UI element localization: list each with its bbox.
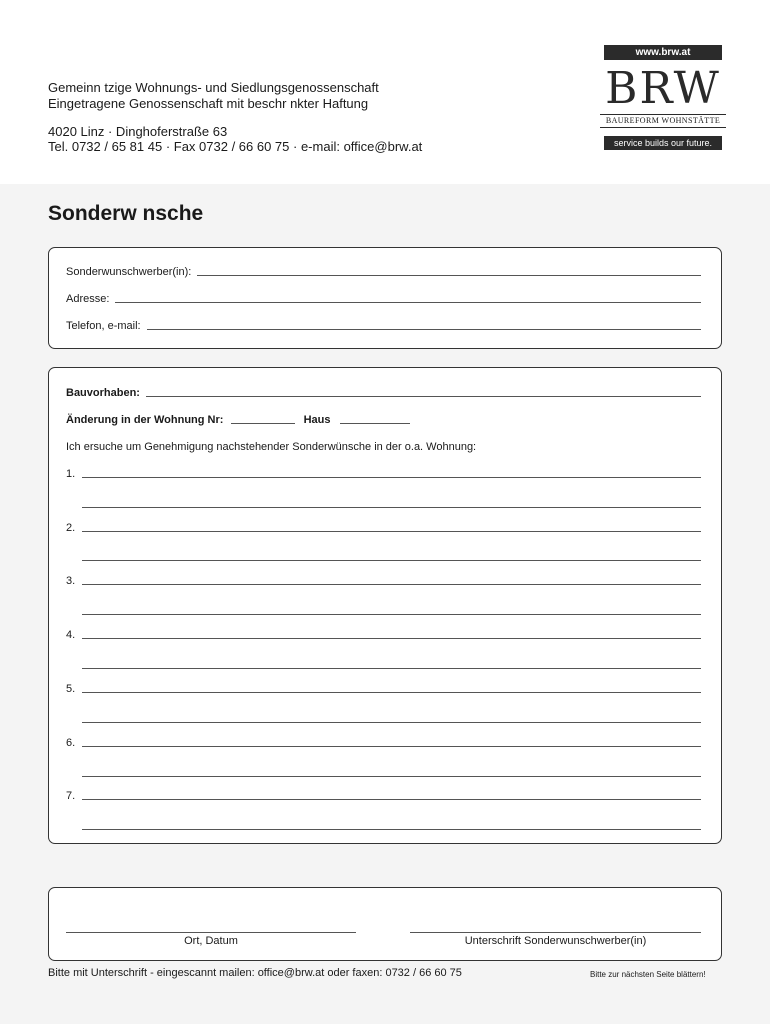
applicant-address-label: Adresse: — [66, 293, 110, 305]
applicant-address-field[interactable] — [66, 293, 701, 305]
wish-item-6[interactable] — [66, 737, 701, 749]
wish-number: 4. — [66, 629, 76, 641]
wish-line[interactable] — [82, 530, 701, 532]
bauvorhaben-field[interactable] — [66, 387, 701, 399]
place-date-label: Ort, Datum — [184, 935, 238, 947]
applicant-name-field[interactable] — [66, 266, 701, 278]
wish-item-2[interactable] — [66, 522, 701, 534]
wish-line[interactable] — [82, 745, 701, 747]
next-page-hint: Bitte zur nächsten Seite blättern! — [590, 970, 706, 979]
applicant-address-line[interactable] — [115, 301, 701, 303]
org-name: Gemeinn tzige Wohnungs- und Siedlungsgenossenschaft — [48, 80, 379, 95]
wish-line-continued[interactable] — [82, 828, 701, 830]
wish-number: 3. — [66, 575, 76, 587]
wish-number: 1. — [66, 468, 76, 480]
wish-line-continued[interactable] — [82, 721, 701, 723]
wish-line-continued[interactable] — [82, 775, 701, 777]
letterhead — [0, 0, 770, 184]
wish-line-continued[interactable] — [82, 506, 701, 508]
house-label: Haus — [303, 414, 331, 426]
applicant-phone-line[interactable] — [147, 328, 701, 330]
wish-item-3[interactable] — [66, 575, 701, 587]
place-date-line[interactable] — [66, 931, 356, 933]
logo-subtitle: BAUREFORM WOHNSTÄTTE — [600, 114, 726, 128]
wish-line-continued[interactable] — [82, 559, 701, 561]
wish-line[interactable] — [82, 583, 701, 585]
wish-line[interactable] — [82, 798, 701, 800]
request-text: Ich ersuche um Genehmigung nachstehender Sonderwünsche in der o.a. Wohnung: — [66, 441, 477, 453]
applicant-name-label: Sonderwunschwerber(in): — [66, 266, 192, 278]
wish-item-4[interactable] — [66, 629, 701, 641]
wish-number: 6. — [66, 737, 76, 749]
org-contact: Tel. 0732 / 65 81 45 · Fax 0732 / 66 60 75 · e-mail: office@brw.at — [48, 139, 423, 154]
applicant-name-line[interactable] — [197, 274, 701, 276]
logo-url: www.brw.at — [604, 45, 722, 60]
wish-line[interactable] — [82, 691, 701, 693]
applicant-phone-label: Telefon, e-mail: — [66, 320, 141, 332]
wish-number: 7. — [66, 790, 76, 802]
house-number-line[interactable] — [340, 422, 410, 424]
signature-label: Unterschrift Sonderwunschwerber(in) — [464, 935, 647, 947]
wish-line[interactable] — [82, 637, 701, 639]
org-legal-form: Eingetragene Genossenschaft mit beschr nkter Haftung — [48, 96, 369, 111]
wish-number: 2. — [66, 522, 76, 534]
wish-item-5[interactable] — [66, 683, 701, 695]
logo-tagline: service builds our future. — [604, 136, 722, 150]
wish-item-7[interactable] — [66, 790, 701, 802]
apartment-change-row — [66, 414, 410, 426]
signature-line[interactable] — [410, 931, 701, 933]
footer-instruction: Bitte mit Unterschrift - eingescannt mailen: office@brw.at oder faxen: 0732 / 66 60 75 — [48, 967, 462, 979]
wish-number: 5. — [66, 683, 76, 695]
apartment-number-line[interactable] — [231, 422, 295, 424]
bauvorhaben-line[interactable] — [146, 395, 701, 397]
wish-line-continued[interactable] — [82, 667, 701, 669]
org-address: 4020 Linz · Dinghoferstraße 63 — [48, 124, 228, 139]
signature-box — [48, 887, 722, 961]
wishes-box — [48, 367, 722, 844]
brw-logo: BRW — [605, 63, 721, 114]
wish-line-continued[interactable] — [82, 613, 701, 615]
wish-item-1[interactable] — [66, 468, 701, 480]
page-title: Sonderw nsche — [48, 202, 204, 225]
bauvorhaben-label: Bauvorhaben: — [66, 387, 140, 399]
apartment-number-label: Änderung in der Wohnung Nr: — [66, 414, 224, 426]
applicant-phone-field[interactable] — [66, 320, 701, 332]
wish-line[interactable] — [82, 476, 701, 478]
